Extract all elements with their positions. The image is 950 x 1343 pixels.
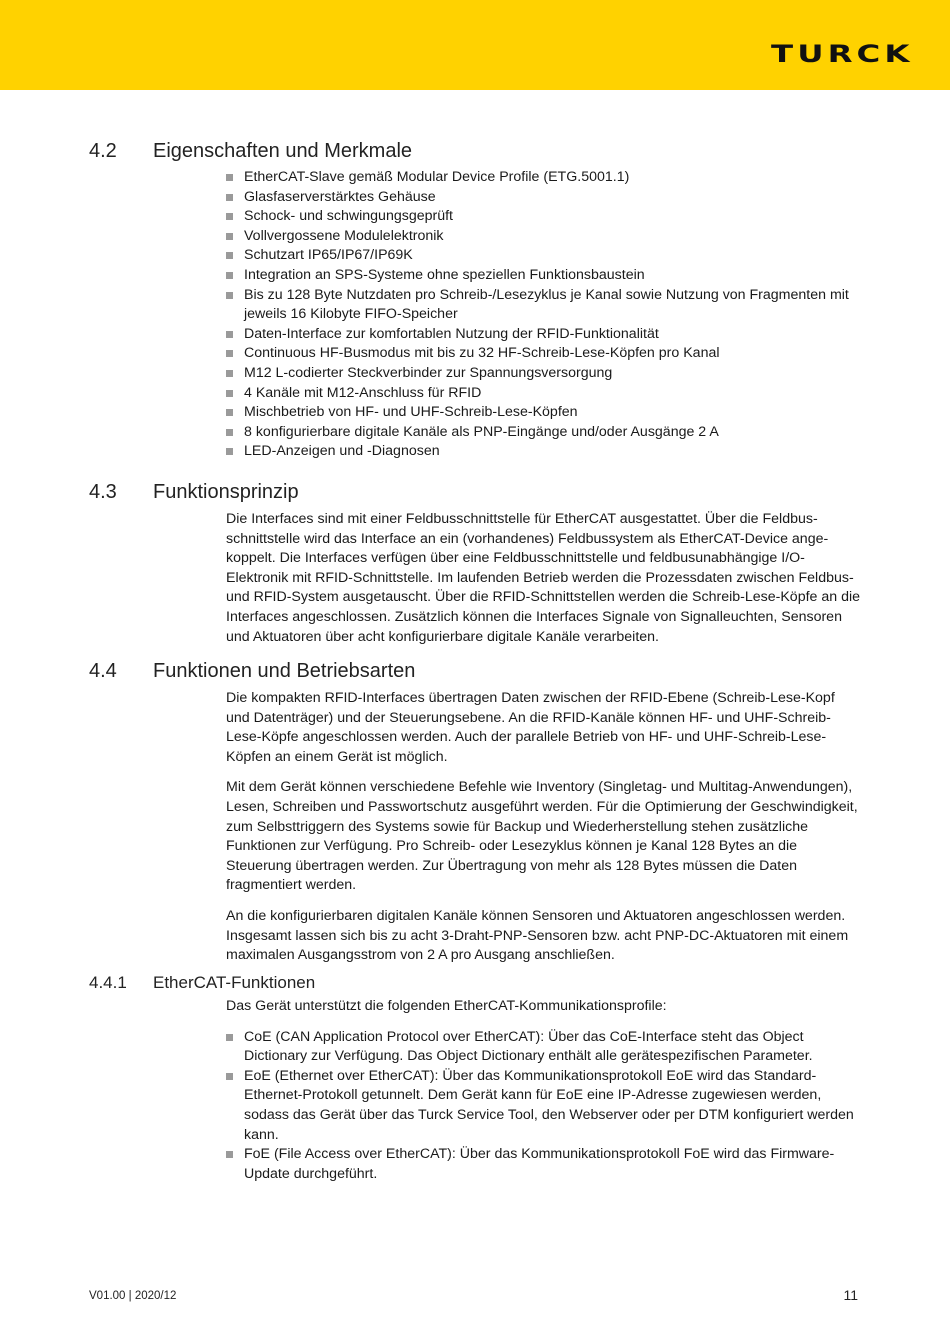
paragraph: Die kompakten RFID-Interfaces übertragen Daten zwischen der RFID-Ebene (Schreib-Lese-Kopf und Datenträger) und der Steuerungsebene. An die RFID-Kanäle können HF- und UHF-Schreib-Lese-Köpfe angeschlossen werden. Auch der parallele Betrieb von HF- und UHF-Schreib-Lese-Köpfen an einem Gerät ist möglich.: [226, 690, 835, 765]
list-item: Integration an SPS-Systeme ohne speziellen Funktionsbaustein: [226, 266, 862, 286]
section-title: Funktionen und Betriebsarten: [153, 660, 416, 682]
list-item: Mischbetrieb von HF- und UHF-Schreib-Lese-Köpfen: [226, 403, 862, 423]
list-item: Continuous HF-Busmodus mit bis zu 32 HF-Schreib-Lese-Köpfen pro Kanal: [226, 344, 862, 364]
list-item: Vollvergossene Modulelektronik: [226, 227, 862, 247]
list-item: CoE (CAN Application Protocol over EtherCAT): Über das CoE-Interface steht das Object Dictionary zur Verfügung. Das Object Dictionary enthält alle gerätespezifischen Parameter.: [226, 1028, 862, 1067]
profile-list: [226, 1028, 862, 1185]
section-title: Funktionsprinzip: [153, 481, 299, 503]
list-item: Schock- und schwingungsgeprüft: [226, 207, 862, 227]
list-item: Schutzart IP65/IP67/IP69K: [226, 246, 862, 266]
header-bar: [0, 0, 950, 90]
list-item: LED-Anzeigen und -Diagnosen: [226, 442, 862, 462]
page-number: 11: [843, 1287, 858, 1303]
section-title: EtherCAT-Funktionen: [153, 973, 316, 992]
section-heading-4-4-1: [89, 973, 315, 993]
paragraph: Mit dem Gerät können verschiedene Befehle wie Inventory (Singletag- und Multitag-Anwendungen), Lesen, Schreiben und Passwortschutz ausgeführt werden. Für die Optimierung der Geschwindigkeit, zum Selbsttriggern des Systems sowie für Backup und Wiederherstellung stehen zusätzliche Funktionen zur Verfügung. Pro Schreib- oder Lesezyklus können je Kanal 128 Bytes an die Steuerung übertragen werden. Zur Übertragung von mehr als 128 Bytes müssen die Daten fragmentiert werden.: [226, 779, 858, 894]
section-number: 4.4.1: [89, 973, 127, 992]
section-body-4-2: [226, 168, 862, 462]
list-item: EoE (Ethernet over EtherCAT): Über das Kommunikationsprotokoll EoE wird das Standard-Ethernet-Protokoll getunnelt. Dem Gerät kann für EoE eine IP-Adresse zugewiesen werden, sodass das Gerät über das Turck Service Tool, den Webserver oder per DTM konfiguriert werden kann.: [226, 1067, 862, 1145]
list-item: 4 Kanäle mit M12-Anschluss für RFID: [226, 384, 862, 404]
turck-logo: TURCK: [771, 40, 914, 68]
list-item: Daten-Interface zur komfortablen Nutzung der RFID-Funktionalität: [226, 325, 862, 345]
section-heading-4-3: [89, 481, 299, 504]
section-heading-4-2: [89, 140, 412, 163]
section-body-4-3: [226, 510, 862, 658]
section-number: 4.3: [89, 481, 117, 503]
list-item: Bis zu 128 Byte Nutzdaten pro Schreib-/Lesezyklus je Kanal sowie Nutzung von Fragmenten mit jeweils 16 Kilobyte FIFO-Speicher: [226, 286, 862, 325]
section-number: 4.4: [89, 660, 117, 682]
list-item: FoE (File Access over EtherCAT): Über das Kommunikationsprotokoll FoE wird das Firmware-Update durchgeführt.: [226, 1145, 862, 1184]
feature-list: [226, 168, 862, 462]
paragraph: An die konfigurierbaren digitalen Kanäle können Sensoren und Aktuatoren angeschlossen werden. Insgesamt lassen sich bis zu acht 3-Draht-PNP-Sensoren bzw. acht PNP-DC-Aktuatoren mit einem maximalen Ausgangsstrom von 2 A pro Ausgang anschließen.: [226, 907, 849, 964]
footer-version: V01.00 | 2020/12: [89, 1290, 177, 1302]
paragraph: Das Gerät unterstützt die folgenden EtherCAT-Kommunikationsprofile:: [226, 998, 667, 1014]
section-title: Eigenschaften und Merkmale: [153, 140, 413, 162]
list-item: 8 konfigurierbare digitale Kanäle als PNP-Eingänge und/oder Ausgänge 2 A: [226, 423, 862, 443]
paragraph: Die Interfaces sind mit einer Feldbusschnittstelle für EtherCAT ausgestattet. Über die Feldbusschnittstelle wird das Interface an ein (vorhandenes) Feldbussystem als EtherCAT-Device angekoppelt. Die Interfaces verfügen über eine Feldbusschnittstelle und feldbusunabhängige I/O-Elektronik mit RFID-Schnittstelle. Im laufenden Betrieb werden die Prozessdaten zwischen Feldbus- und RFID-System ausgetauscht. Über die RFID-Schnittstellen werden die Schreib-Lese-Köpfe an die Interfaces angeschlossen. Zusätzlich können die Interfaces Signale von Signalleuchten, Sensoren und Aktuatoren über acht konfigurierbare digitale Kanäle verarbeiten.: [226, 511, 861, 645]
section-body-4-4: [226, 689, 862, 977]
section-body-4-4-1: [226, 997, 862, 1184]
section-number: 4.2: [89, 140, 117, 162]
list-item: Glasfaserverstärktes Gehäuse: [226, 188, 862, 208]
list-item: M12 L-codierter Steckverbinder zur Spannungsversorgung: [226, 364, 862, 384]
section-heading-4-4: [89, 660, 415, 683]
list-item: EtherCAT-Slave gemäß Modular Device Profile (ETG.5001.1): [226, 168, 862, 188]
